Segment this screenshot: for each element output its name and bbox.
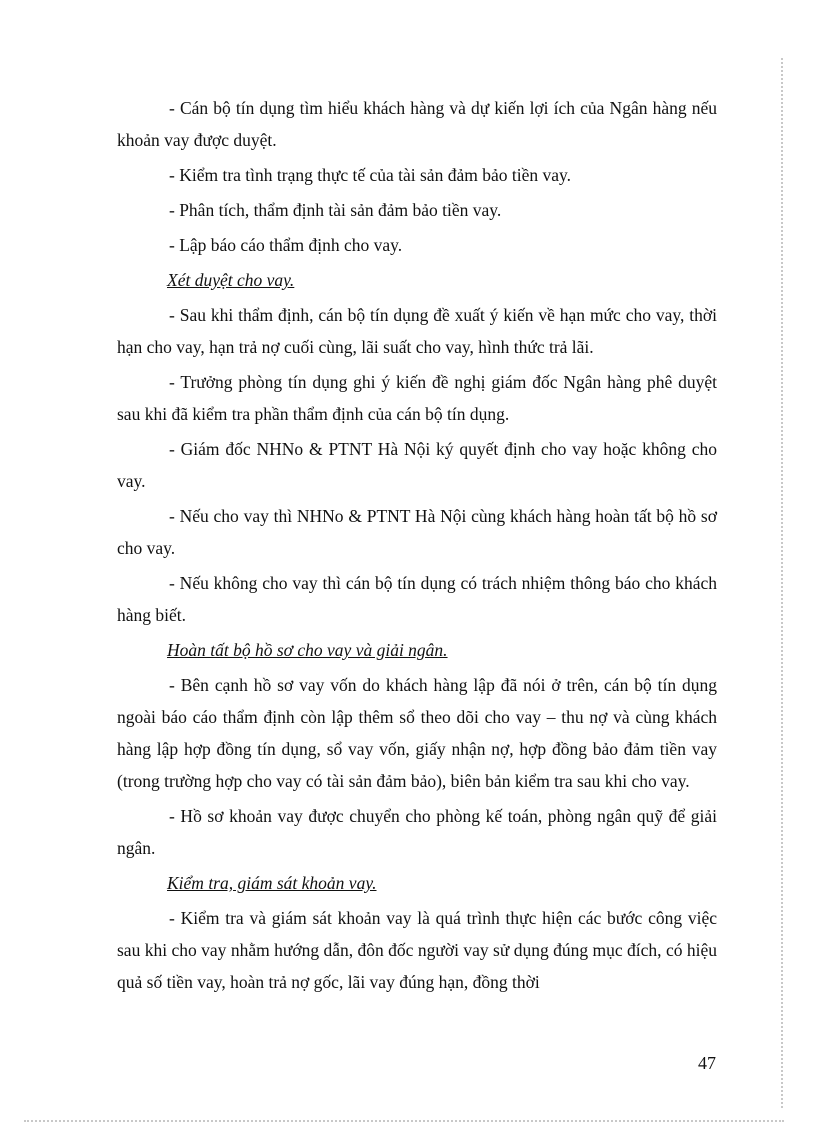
paragraph: - Lập báo cáo thẩm định cho vay. (169, 235, 403, 255)
section-heading: Xét duyệt cho vay. (167, 270, 295, 290)
paragraph: - Sau khi thẩm định, cán bộ tín dụng đề xuất ý kiến về hạn mức cho vay, thời hạn cho vay, hạn trả nợ cuối cùng, lãi suất cho vay, hình thức trả lãi. (117, 305, 717, 357)
paragraph: - Cán bộ tín dụng tìm hiểu khách hàng và dự kiến lợi ích của Ngân hàng nếu khoản vay được duyệt. (117, 98, 717, 150)
paragraph: - Nếu cho vay thì NHNo & PTNT Hà Nội cùng khách hàng hoàn tất bộ hồ sơ cho vay. (117, 506, 717, 558)
section-heading: Kiểm tra, giám sát khoản vay. (167, 873, 377, 893)
document-body (117, 92, 717, 1001)
page-border-right (781, 58, 783, 1108)
page-border-bottom (24, 1120, 784, 1122)
paragraph: - Hồ sơ khoản vay được chuyển cho phòng kế toán, phòng ngân quỹ để giải ngân. (117, 806, 717, 858)
paragraph: - Nếu không cho vay thì cán bộ tín dụng có trách nhiệm thông báo cho khách hàng biết. (117, 573, 717, 625)
paragraph: - Trưởng phòng tín dụng ghi ý kiến đề nghị giám đốc Ngân hàng phê duyệt sau khi đã kiểm tra phần thẩm định của cán bộ tín dụng. (117, 372, 717, 424)
paragraph: - Kiểm tra tình trạng thực tế của tài sản đảm bảo tiền vay. (169, 165, 571, 185)
section-heading: Hoàn tất bộ hồ sơ cho vay và giải ngân. (167, 640, 448, 660)
paragraph: - Bên cạnh hồ sơ vay vốn do khách hàng lập đã nói ở trên, cán bộ tín dụng ngoài báo cáo thẩm định còn lập thêm sổ theo dõi cho vay – thu nợ và cùng khách hàng lập hợp đồng tín dụng, sổ vay vốn, giấy nhận nợ, hợp đồng bảo đảm tiền vay (trong trường hợp cho vay có tài sản đảm bảo), biên bản kiểm tra sau khi cho vay. (117, 675, 717, 791)
paragraph: - Kiểm tra và giám sát khoản vay là quá trình thực hiện các bước công việc sau khi cho vay nhằm hướng dẫn, đôn đốc người vay sử dụng đúng mục đích, có hiệu quả số tiền vay, hoàn trả nợ gốc, lãi vay đúng hạn, đồng thời (117, 908, 717, 992)
paragraph: - Phân tích, thẩm định tài sản đảm bảo tiền vay. (169, 200, 502, 220)
paragraph: - Giám đốc NHNo & PTNT Hà Nội ký quyết định cho vay hoặc không cho vay. (117, 439, 717, 491)
page-number: 47 (698, 1053, 716, 1073)
